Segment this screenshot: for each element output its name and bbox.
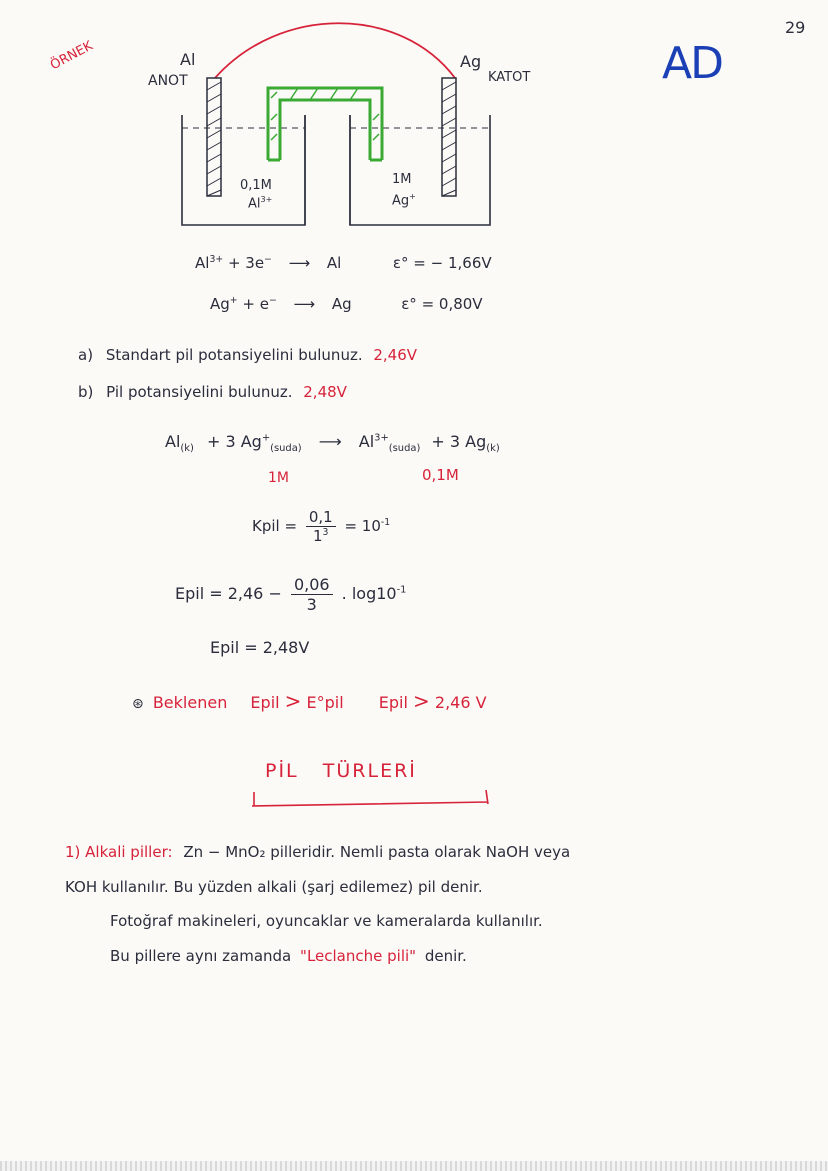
left-beaker [182,115,305,225]
ag-concentration: 1M [268,470,289,486]
epil-result: Epil = 2,48V [210,638,310,657]
half-reaction-ag: Ag+ + e− ⟶ Ag ε° = 0,80V [210,295,483,313]
question-b: b) Pil potansiyelini bulunuz. 2,48V [78,383,347,401]
left-solution-ion: $Al^{3+}$ [248,195,273,212]
left-solution-conc: 0,1M [240,178,272,193]
alkali-line-3: Fotoğraf makineleri, oyuncaklar ve kameralarda kullanılır. [110,912,543,930]
bullet-icon: ⊛ [132,696,144,712]
top-right-mark: AD [662,38,722,89]
page-number: 29 [785,18,806,37]
anode-element: Al [180,50,196,69]
al-concentration: 0,1M [422,466,459,484]
epil-equation: Epil = 2,46 − $\frac{0,06}{3}$ . $\log 10^{-1}$ [175,575,407,614]
alkali-line-1: 1) Alkali piller: Zn − MnO₂ pilleridir. Nemli pasta olarak NaOH veya [65,843,571,861]
half-reaction-al: $Al^{3+} + 3e^-$ ⟶ Al ε° = − 1,66V [195,254,492,272]
al-electrode [207,78,221,196]
question-a: a) Standart pil potansiyelini bulunuz. 2,46V [78,346,418,364]
ag-electrode [442,78,456,196]
title-underline [248,782,498,812]
cathode-element: Ag [460,52,482,71]
galvanic-cell-diagram [170,20,510,235]
cathode-label: KATOT [488,70,531,85]
page-bottom-edge [0,1161,828,1171]
overall-reaction: $Al_{(k)} + 3$ $Ag^+_{(suda)}$ ⟶ $Al^{3+}_{(suda)} + 3$ $Ag_{(k)}$ [165,432,500,455]
right-solution-conc: 1M [392,172,412,187]
external-wire [215,23,455,78]
alkali-line-2: KOH kullanılır. Bu yüzden alkali (şarj edilemez) pil denir. [65,878,483,896]
example-label: ÖRNEK [48,38,96,74]
kpil-equation: Kpil = $\frac{0,1}{1^3}$ = $10^{-1}$ [252,508,391,545]
expected-line: ⊛ Beklenen Epil > E°pil Epil > 2,46 V [132,689,487,713]
salt-bridge [268,88,382,160]
alkali-line-4: Bu pillere aynı zamanda "Leclanche pili" denir. [110,947,467,965]
right-solution-ion: Ag+ [392,192,416,209]
section-title: PİL TÜRLERİ [265,760,417,782]
anode-label: ANOT [148,73,188,89]
